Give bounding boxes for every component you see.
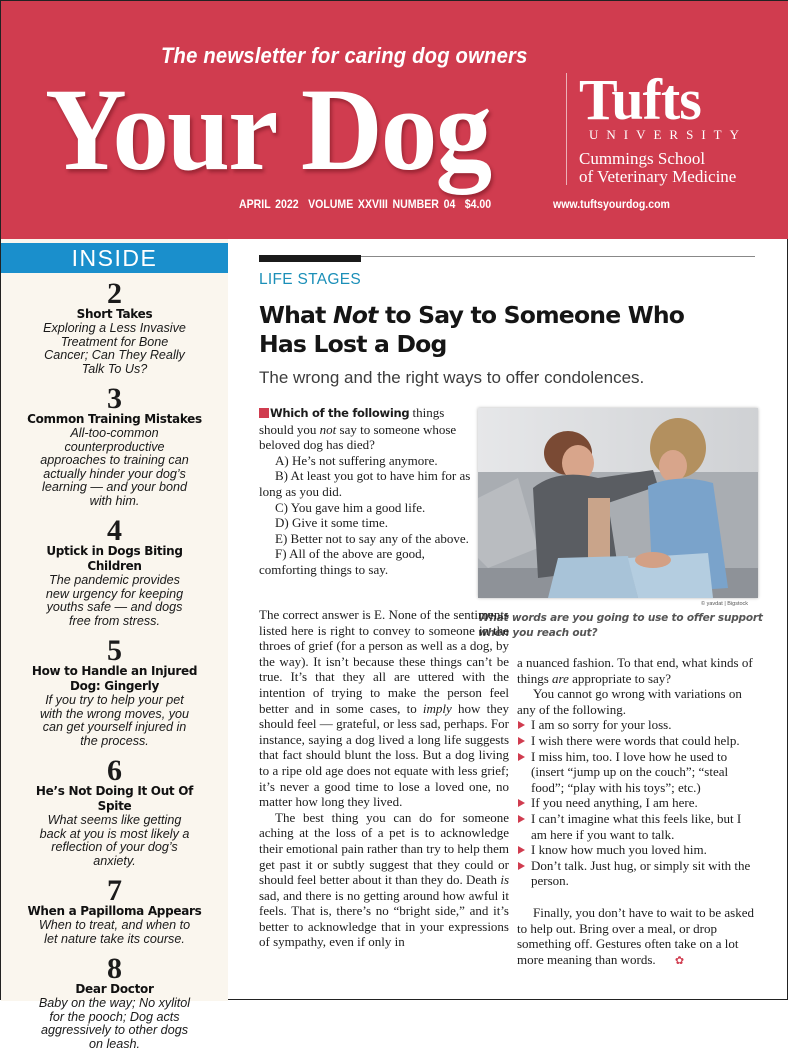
article-photo (478, 408, 758, 598)
suggestion-item (517, 733, 759, 749)
bullet-triangle-icon (518, 846, 525, 854)
university-subtitle: UNIVERSITY (589, 127, 747, 142)
quiz-option: F) All of the above are good, comforting things to say. (259, 546, 425, 577)
tagline: The newsletter for caring dog owners (161, 43, 528, 68)
paragraph-4: You cannot go wrong with variations on any of the following. (517, 686, 742, 717)
lead-square-icon (259, 408, 269, 418)
bullet-triangle-icon (518, 721, 525, 729)
p3-emphasis: are (552, 670, 569, 686)
p2-emphasis: is (500, 872, 509, 888)
intro-emphasis: not (319, 421, 337, 437)
toc-item[interactable] (1, 754, 228, 868)
headline-emphasis: Not (332, 301, 378, 329)
toc-title: How to Handle an Injured Dog: Gingerly (31, 664, 198, 693)
intro-text-b: say to someone whose beloved dog has died? (259, 421, 457, 453)
toc-title: He’s Not Doing It Out Of Spite (35, 784, 194, 813)
toc-title: Common Training Mistakes (27, 412, 202, 426)
issue-info: APRIL 2022 VOLUME XXVIII NUMBER 04 $4.00 (239, 197, 492, 211)
p3-text-a: a nuanced fashion. To that end, what kinds of things (517, 655, 753, 686)
toc-page-number: 6 (107, 754, 122, 787)
suggestion-item (517, 749, 759, 796)
section-rule-thick (259, 255, 361, 262)
toc-page-number: 4 (107, 514, 122, 547)
table-of-contents (1, 277, 228, 1061)
inside-heading: INSIDE (1, 243, 228, 273)
toc-title: Uptick in Dogs Biting Children (46, 544, 183, 573)
photo-two-women-consoling (478, 408, 758, 598)
toc-page-number: 5 (107, 634, 122, 667)
toc-description: When to treat, and when to let nature take its course. (38, 918, 191, 946)
paragraph-2 (259, 810, 509, 950)
toc-page-number: 8 (107, 952, 122, 985)
toc-item[interactable] (1, 874, 228, 946)
p3-text-b: appropriate to say? (568, 670, 672, 686)
toc-item[interactable] (1, 514, 228, 628)
university-logo: Tufts (579, 67, 701, 132)
bullet-triangle-icon (518, 862, 525, 870)
bullet-triangle-icon (518, 737, 525, 745)
article-deck: The wrong and the right ways to offer condolences. (259, 368, 645, 387)
article-headline (259, 301, 699, 359)
suggestion-item (517, 717, 759, 733)
suggestion-text: I can’t imagine what this feels like, but I am here if you want to talk. (531, 810, 742, 842)
intro-text-a: things should you (259, 405, 445, 437)
bullet-triangle-icon (518, 753, 525, 761)
photo-credit: © yavdat | Bigstock (701, 601, 749, 607)
toc-description: Exploring a Less Invasive Treatment for Bone Cancer; Can They Really Talk To Us? (43, 321, 186, 376)
toc-description: What seems like getting back at you is most likely a reflection of your dog’s anxiety. (39, 813, 190, 868)
website-link[interactable]: www.tuftsyourdog.com (553, 197, 670, 211)
p1-emphasis: imply (422, 700, 452, 716)
inside-sidebar (1, 239, 228, 1051)
suggestion-text: I wish there were words that could help. (531, 732, 740, 748)
intro-quiz (259, 405, 471, 578)
paragraph-3 (517, 655, 759, 686)
suggestion-text: I know how much you loved him. (531, 842, 707, 858)
school-name-line1: Cummings School (579, 149, 706, 168)
toc-item[interactable] (1, 382, 228, 508)
article-column-1 (259, 607, 509, 950)
paw-print-icon: ✿ (674, 954, 685, 967)
newsletter-title: Your Dog (45, 64, 491, 195)
photo-caption: What words are you going to use to offer support when you reach out? (478, 612, 763, 639)
p1-text-a: The correct answer is E. None of the sentiments listed here is right to convey to someone in the throes of grief (for a person as well as a dog, by the way). It isn’t because these things can’t be true. It’s that they all are uttered with the intention of trying to make the person feel better and in some cases, to (259, 607, 509, 716)
toc-description: All-too-common counterproductive approaches to training can actually hinder your dog’s learning — and your bond with him. (40, 426, 189, 508)
toc-item[interactable] (1, 277, 228, 376)
quiz-option: E) Better not to say any of the above. (275, 530, 469, 546)
suggestion-item (517, 842, 759, 858)
suggestion-text: I am so sorry for your loss. (531, 717, 672, 733)
closing-paragraph (517, 905, 759, 969)
toc-description: If you try to help your pet with the wrong moves, you can get yourself injured in the process. (39, 693, 190, 748)
masthead-divider (566, 73, 567, 185)
toc-item[interactable] (1, 952, 228, 1051)
suggestion-item (517, 858, 759, 889)
toc-item[interactable] (1, 634, 228, 748)
toc-description: The pandemic provides new urgency for keeping youths safe — and dogs free from stress. (45, 573, 184, 628)
section-label: LIFE STAGES (259, 271, 362, 288)
quiz-options (259, 453, 471, 578)
closing-text: Finally, you don’t have to wait to be asked to help out. Bring over a meal, or drop something off. Gestures often take on a lot more meaning than words. (517, 904, 754, 967)
suggestion-text: I miss him, too. I love how he used to (insert “jump up on the couch”; “steal food”; “play with his toys”; etc.) (531, 748, 729, 795)
article-column-2 (517, 655, 759, 969)
toc-title: Dear Doctor (75, 982, 154, 996)
toc-description: Baby on the way; No xylitol for the pooch; Dog acts aggressively to other dogs on leash. (38, 996, 191, 1051)
toc-page-number: 2 (107, 277, 122, 310)
bullet-triangle-icon (518, 815, 525, 823)
masthead (1, 1, 788, 239)
p2-text-b: sad, and there is no getting around how awful it feels. That is, there’s no “bright side,” and it’s better to acknowledge that in your expressions of sympathy, even if only in (259, 887, 509, 950)
suggestion-item (517, 795, 759, 811)
bullet-triangle-icon (518, 799, 525, 807)
toc-page-number: 7 (107, 874, 122, 907)
intro-question (259, 405, 471, 453)
intro-lead: Which of the following (270, 406, 410, 420)
quiz-option: A) He’s not suffering anymore. (275, 452, 438, 468)
suggestion-list (517, 717, 759, 889)
quiz-option: B) At least you got to have him for as long as you did. (259, 468, 471, 499)
headline-pre: What (259, 301, 333, 329)
toc-title: When a Papilloma Appears (27, 904, 202, 918)
suggestion-text: Don’t talk. Just hug, or simply sit with the person. (531, 857, 751, 889)
toc-title: Short Takes (76, 307, 153, 321)
headline-post: to Say to Someone Who Has Lost a Dog (259, 301, 685, 358)
school-name-line2: of Veterinary Medicine (579, 167, 737, 186)
section-rule-thin (361, 256, 755, 257)
quiz-option: D) Give it some time. (275, 515, 389, 531)
paragraph-1 (259, 607, 509, 810)
toc-page-number: 3 (107, 382, 122, 415)
suggestion-text: If you need anything, I am here. (531, 795, 698, 811)
quiz-option: C) You gave him a good life. (275, 499, 426, 515)
p1-text-b: how they should feel — grateful, or less sad, perhaps. For instance, saying a dog lived a long life suggests that fact should blunt the loss. But a dog living to a ripe old age does not equate with less grief; it’s never a good time to lose a loved one, no matter how long they lived. (259, 700, 509, 810)
suggestion-item (517, 811, 759, 842)
p2-text-a: The best thing you can do for someone aching at the loss of a pet is to acknowledge their emotional pain rather than try to help them get past it or subtly suggest that they could or should feel better about it than they do. Death (259, 809, 509, 888)
school-name (579, 150, 736, 186)
